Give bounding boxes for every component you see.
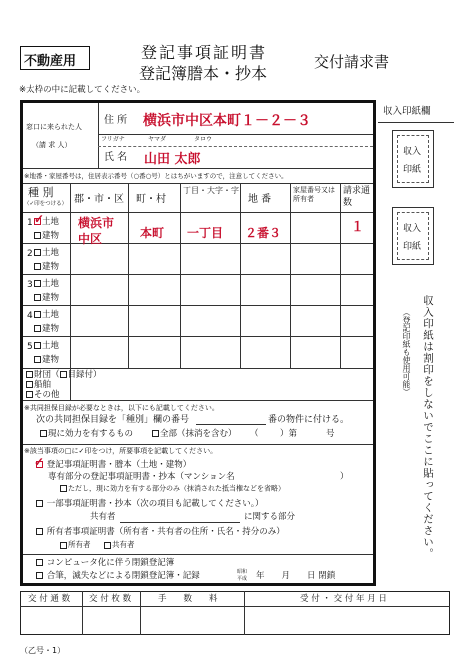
row-number-2: 2 [27, 249, 33, 259]
title-line-1: 登記事項証明書 [141, 43, 268, 62]
footer-h1: 交 付 通 数 [28, 594, 71, 604]
item2[interactable]: 一部事項証明書・抄本（次の項目も記載してください。） [36, 500, 263, 509]
property-note: ※地番・家屋番号は，住居表示番号（○番○号）とはちがいますので，注意してください。 [24, 172, 288, 180]
row-land-5[interactable]: 土地 [34, 342, 59, 351]
collateral-number-field[interactable] [196, 424, 266, 425]
item1-only-checkbox[interactable] [60, 485, 67, 492]
building-checkbox-4[interactable] [34, 325, 41, 332]
stamp-panel-header: 収入印紙欄 [383, 106, 431, 117]
item2-sub: 共有者 [90, 512, 116, 522]
collateral-paren: （ [250, 429, 259, 439]
items-note: ※該当事項の□に✓印をつけ，所要事項を記載してください。 [24, 447, 218, 455]
collateral-all[interactable]: 全部（抹消を含む） [152, 430, 237, 439]
stamp-box-1-label-2: 印紙 [403, 165, 422, 175]
row-building-4[interactable]: 建物 [34, 325, 59, 334]
row-number-5: 5 [27, 342, 33, 352]
row1-chome: 一丁目 [187, 226, 224, 240]
address-label: 住 所 [104, 115, 128, 126]
other-foundation[interactable]: 財団（ 目録付） [26, 371, 102, 380]
item4-checkbox[interactable] [36, 559, 43, 566]
row-land-3[interactable]: 土地 [34, 280, 59, 289]
other-ship[interactable]: 船舶 [26, 381, 51, 390]
requester-label: （請 求 人） [32, 141, 72, 149]
footer-h4: 受 付 ・ 交 付 年 月 日 [300, 594, 387, 604]
header-type-sub: （✓印をつける） [24, 201, 68, 207]
row1-lot: ２番３ [245, 226, 282, 240]
land-checkbox-3[interactable] [34, 280, 41, 287]
item5[interactable]: 合筆，滅失などによる閉鎖登記簿・記録 [36, 572, 200, 581]
check-mark: ✓ [34, 212, 45, 226]
title-right: 交付請求書 [314, 53, 390, 71]
header-town: 町・村 [136, 194, 166, 205]
item1[interactable]: 登記事項証明書・謄本（土地・建物） [36, 461, 191, 470]
item2-suffix: に関する部分 [244, 512, 296, 522]
row-number-3: 3 [27, 280, 33, 290]
row-building-1[interactable]: 建物 [34, 232, 59, 241]
header-count: 請求通数 [343, 186, 371, 208]
building-checkbox-5[interactable] [34, 356, 41, 363]
stamp-instruction-sub: （登記印紙も使用可能） [402, 308, 411, 396]
row-number-1: 1 [27, 218, 33, 228]
window-label: 窓口に来られた人 [26, 123, 82, 131]
stamp-box-1-label: 収入 [403, 147, 422, 157]
row-number-4: 4 [27, 311, 33, 321]
all-checkbox[interactable] [152, 430, 159, 437]
item1-check-mark: ✓ [34, 455, 45, 469]
name-value: 山田 太郎 [144, 152, 201, 167]
footer-h2: 交 付 枚 数 [89, 594, 132, 604]
header-type: 種 別 [28, 186, 54, 199]
item3-checkbox[interactable] [36, 528, 43, 535]
coowner-checkbox[interactable] [104, 542, 111, 549]
row-building-5[interactable]: 建物 [34, 356, 59, 365]
item5-date: 年 月 日 閉鎖 [256, 571, 336, 581]
other-other[interactable]: その他 [26, 391, 60, 400]
row-land-4[interactable]: 土地 [34, 311, 59, 320]
foundation-checkbox[interactable] [26, 371, 33, 378]
row-land-1[interactable]: 土地 [34, 218, 59, 227]
item5-era2: 平成 [237, 576, 248, 582]
row-building-3[interactable]: 建物 [34, 294, 59, 303]
row-land-2[interactable]: 土地 [34, 249, 59, 258]
collateral-line1-a: 次の共同担保目録を「種別」欄の番号 [36, 415, 190, 425]
item3-owner[interactable]: 所有者 [60, 541, 91, 549]
address-value: 横浜市中区本町１－２－３ [143, 113, 311, 129]
form-number: （乙号・1） [20, 646, 66, 655]
item3-coowner[interactable]: 共有者 [104, 541, 135, 549]
furigana-label: フリガナ [101, 136, 125, 143]
stamp-box-2-label-2: 印紙 [403, 242, 422, 252]
row1-town: 本町 [140, 226, 165, 240]
instruction: ※太枠の中に記載してください。 [19, 85, 146, 95]
footer-h3: 手 数 料 [158, 594, 218, 604]
ship-checkbox[interactable] [26, 381, 33, 388]
catalog-checkbox[interactable] [60, 371, 67, 378]
land-checkbox-4[interactable] [34, 311, 41, 318]
item5-checkbox[interactable] [36, 572, 43, 579]
collateral-num: ）第 [280, 429, 298, 439]
header-lot: 地 番 [248, 194, 272, 205]
collateral-line1-b: 番の物件に付ける。 [268, 415, 350, 425]
header-house: 家屋番号又は所有者 [293, 186, 335, 204]
stamp-box-2-label: 収入 [403, 224, 422, 234]
building-checkbox-2[interactable] [34, 263, 41, 270]
name-label: 氏 名 [104, 152, 128, 163]
form-type-label: 不動産用 [24, 54, 77, 69]
furigana-value-1: ヤマダ [148, 136, 167, 143]
title-line-2: 登記簿謄本・抄本 [139, 64, 268, 83]
item2-checkbox[interactable] [36, 500, 43, 507]
other-checkbox[interactable] [26, 391, 33, 398]
stamp-box-2[interactable] [392, 207, 434, 265]
header-city: 郡・市・区 [74, 194, 124, 205]
item1-only[interactable]: ただし，現に効力を有する部分のみ（抹消された抵当権などを省略） [60, 485, 285, 493]
row1-count: １ [351, 220, 365, 235]
stamp-instruction: 収入印紙は割印をしないでここに貼ってください。 [422, 295, 434, 560]
stamp-box-1[interactable] [392, 130, 434, 188]
row-building-2[interactable]: 建物 [34, 263, 59, 272]
building-checkbox-1[interactable] [34, 232, 41, 239]
item2-field[interactable] [120, 522, 240, 523]
item4[interactable]: コンピュータ化に伴う閉鎖登記簿 [36, 559, 174, 568]
item3[interactable]: 所有者事項証明書（所有者・共有者の住所・氏名・持分のみ） [36, 528, 285, 537]
row1-city: 横浜市中区 [78, 216, 115, 247]
collateral-current[interactable]: 現に効力を有するもの [40, 430, 133, 439]
land-checkbox-5[interactable] [34, 342, 41, 349]
current-checkbox[interactable] [40, 430, 47, 437]
owner-checkbox[interactable] [60, 542, 67, 549]
item1-sub: 専有部分の登記事項証明書・抄本（マンション名 [48, 472, 235, 482]
item1-close: ） [340, 472, 349, 482]
building-checkbox-3[interactable] [34, 294, 41, 301]
furigana-value-2: タロウ [194, 136, 213, 143]
item5-era1: 昭和 [237, 569, 248, 575]
collateral-note: ※共同担保目録が必要なときは，以下にも記載してください。 [24, 404, 219, 412]
land-checkbox-2[interactable] [34, 249, 41, 256]
collateral-num-suffix: 号 [326, 429, 335, 439]
header-chome: 丁目・大字・字 [183, 186, 239, 195]
